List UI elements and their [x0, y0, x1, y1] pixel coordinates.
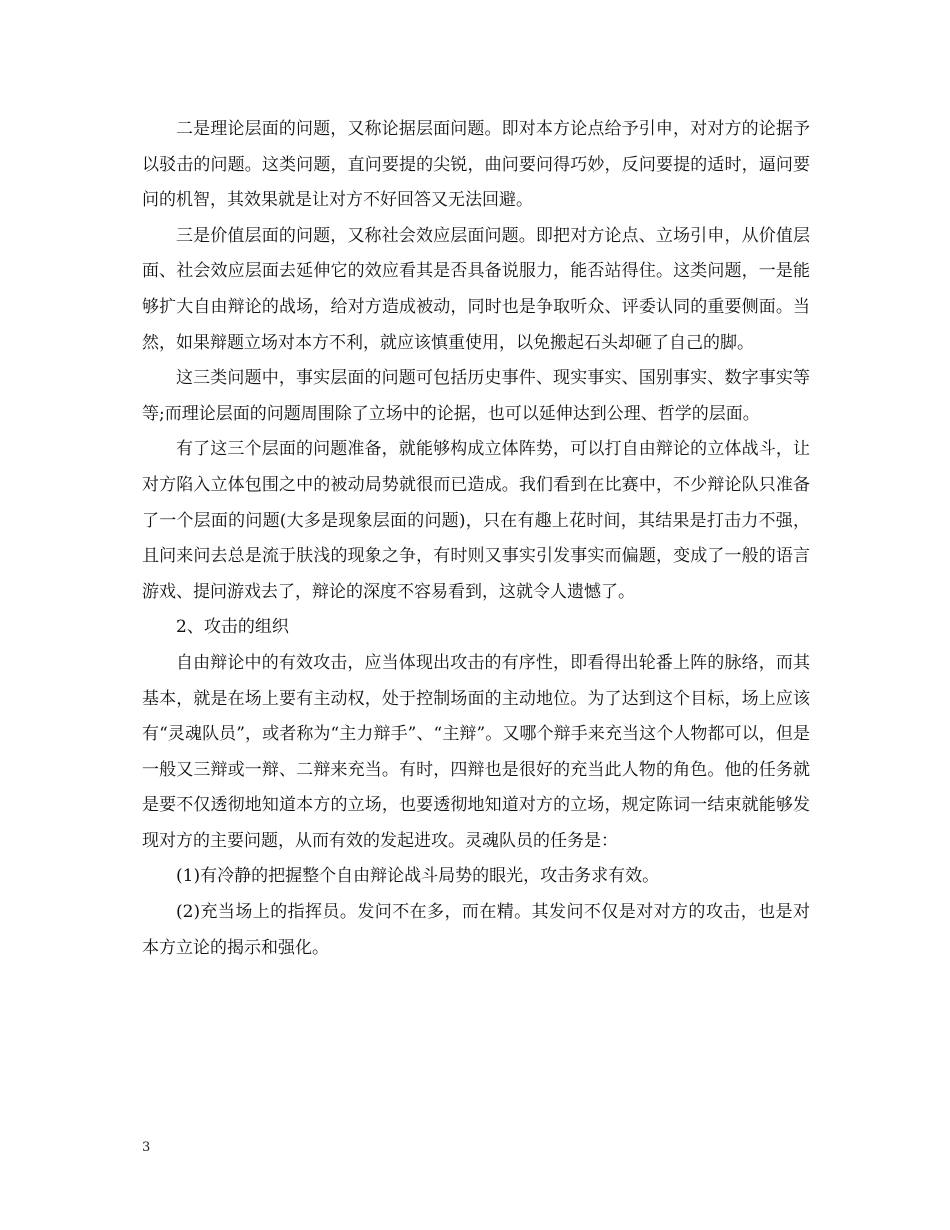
page-number: 3 — [142, 1140, 151, 1155]
section-heading-attack-organization: 2、攻击的组织 — [176, 617, 289, 638]
paragraph-three-types: 这三类问题中，事实层面的问题可包括历史事件、现实事实、国别事实、数字事实等等;而理论层面的问题周围除了立场中的论据，也可以延伸达到公理、哲学的层面。 — [142, 368, 810, 424]
list-item-1: (1)有冷静的把握整个自由辩论战斗局势的眼光，攻击务求有效。 — [176, 866, 660, 887]
document-body — [142, 112, 810, 966]
paragraph-effective-attack: 自由辩论中的有效攻击，应当体现出攻击的有序性，即看得出轮番上阵的脉络，而其基本，就是在场上要有主动权，处于控制场面的主动地位。为了达到这个目标，场上应该有“灵魂队员”，或者称为“主力辩手”、“主辩”。又哪个辩手来充当这个人物都可以，但是一般又三辩或一辩、二辩来充当。有时，四辩也是很好的充当此人物的角色。他的任务就是要不仅透彻地知道本方的立场，也要透彻地知道对方的立场，规定陈词一结束就能够发现对方的主要问题，从而有效的发起进攻。灵魂队员的任务是： — [142, 652, 810, 851]
paragraph-value-level: 三是价值层面的问题，又称社会效应层面问题。即把对方论点、立场引申，从价值层面、社会效应层面去延伸它的效应看其是否具备说服力，能否站得住。这类问题，一是能够扩大自由辩论的战场，给对方造成被动，同时也是争取听众、评委认同的重要侧面。当然，如果辩题立场对本方不利，就应该慎重使用，以免搬起石头却砸了自己的脚。 — [142, 225, 810, 353]
list-item-2: (2)充当场上的指挥员。发问不在多，而在精。其发问不仅是对对方的攻击，也是对本方立论的揭示和强化。 — [142, 902, 810, 958]
paragraph-three-layers: 有了这三个层面的问题准备，就能够构成立体阵势，可以打自由辩论的立体战斗，让对方陷入立体包围之中的被动局势就很而已造成。我们看到在比赛中，不少辩论队只准备了一个层面的问题(大多是现象层面的问题)，只在有趣上花时间，其结果是打击力不强，且问来问去总是流于肤浅的现象之争，有时则又事实引发事实而偏题，变成了一般的语言游戏、提问游戏去了，辩论的深度不容易看到，这就令人遗憾了。 — [142, 439, 810, 602]
paragraph-theory-level: 二是理论层面的问题，又称论据层面问题。即对本方论点给予引申，对对方的论据予以驳击的问题。这类问题，直问要提的尖锐，曲问要问得巧妙，反问要提的适时，逼问要问的机智，其效果就是让对方不好回答又无法回避。 — [142, 119, 810, 211]
